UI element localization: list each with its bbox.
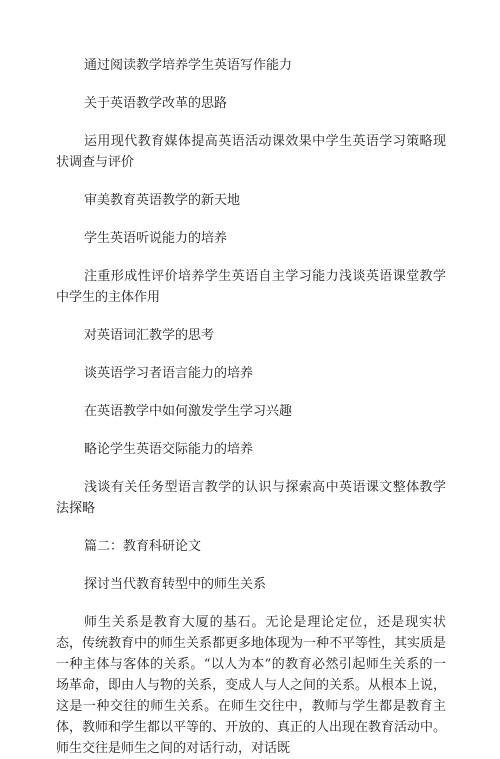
article-title: 探讨当代教育转型中的师生关系 — [84, 577, 267, 592]
list-item: 关于英语教学改革的思路 — [84, 96, 228, 111]
list-item: 审美教育英语教学的新天地 — [84, 193, 241, 208]
list-item: 通过阅读教学培养学生英语写作能力 — [84, 58, 293, 73]
list-item: 浅谈有关任务型语言教学的认识与探索高中英语课文整体教学法探略 — [56, 480, 446, 516]
list-item: 对英语词汇教学的思考 — [84, 328, 215, 343]
list-item: 学生英语听说能力的培养 — [84, 231, 228, 246]
body-paragraph: 师生关系是教育大厦的基石。无论是理论定位，还是现实状态，传统教育中的师生关系都更多地体现为一种不平等性，其实质是一种主体与客体的关系。“以人为本”的教育必然引起师生关系的一场革命，即由人与物的关系，变成人与人之间的关系。从根本上说，这是一种交往的师生关系。在师生交往中，教师与学生都是教育主体，教师和学生都以平等的、开放的、真正的人出现在教育活动中。师生交往是师生之间的对话行动，对话既 — [56, 615, 447, 756]
list-item: 在英语教学中如何激发学生学习兴趣 — [84, 404, 293, 419]
section-heading: 篇二：教育科研论文 — [84, 539, 202, 554]
list-item: 谈英语学习者语言能力的培养 — [84, 366, 254, 381]
list-item: 运用现代教育媒体提高英语活动课效果中学生英语学习策略现状调查与评价 — [56, 134, 446, 170]
document-content — [56, 55, 446, 759]
list-item: 注重形成性评价培养学生英语自主学习能力浅谈英语课堂教学中学生的主体作用 — [56, 269, 446, 305]
list-item: 略论学生英语交际能力的培养 — [84, 442, 254, 457]
